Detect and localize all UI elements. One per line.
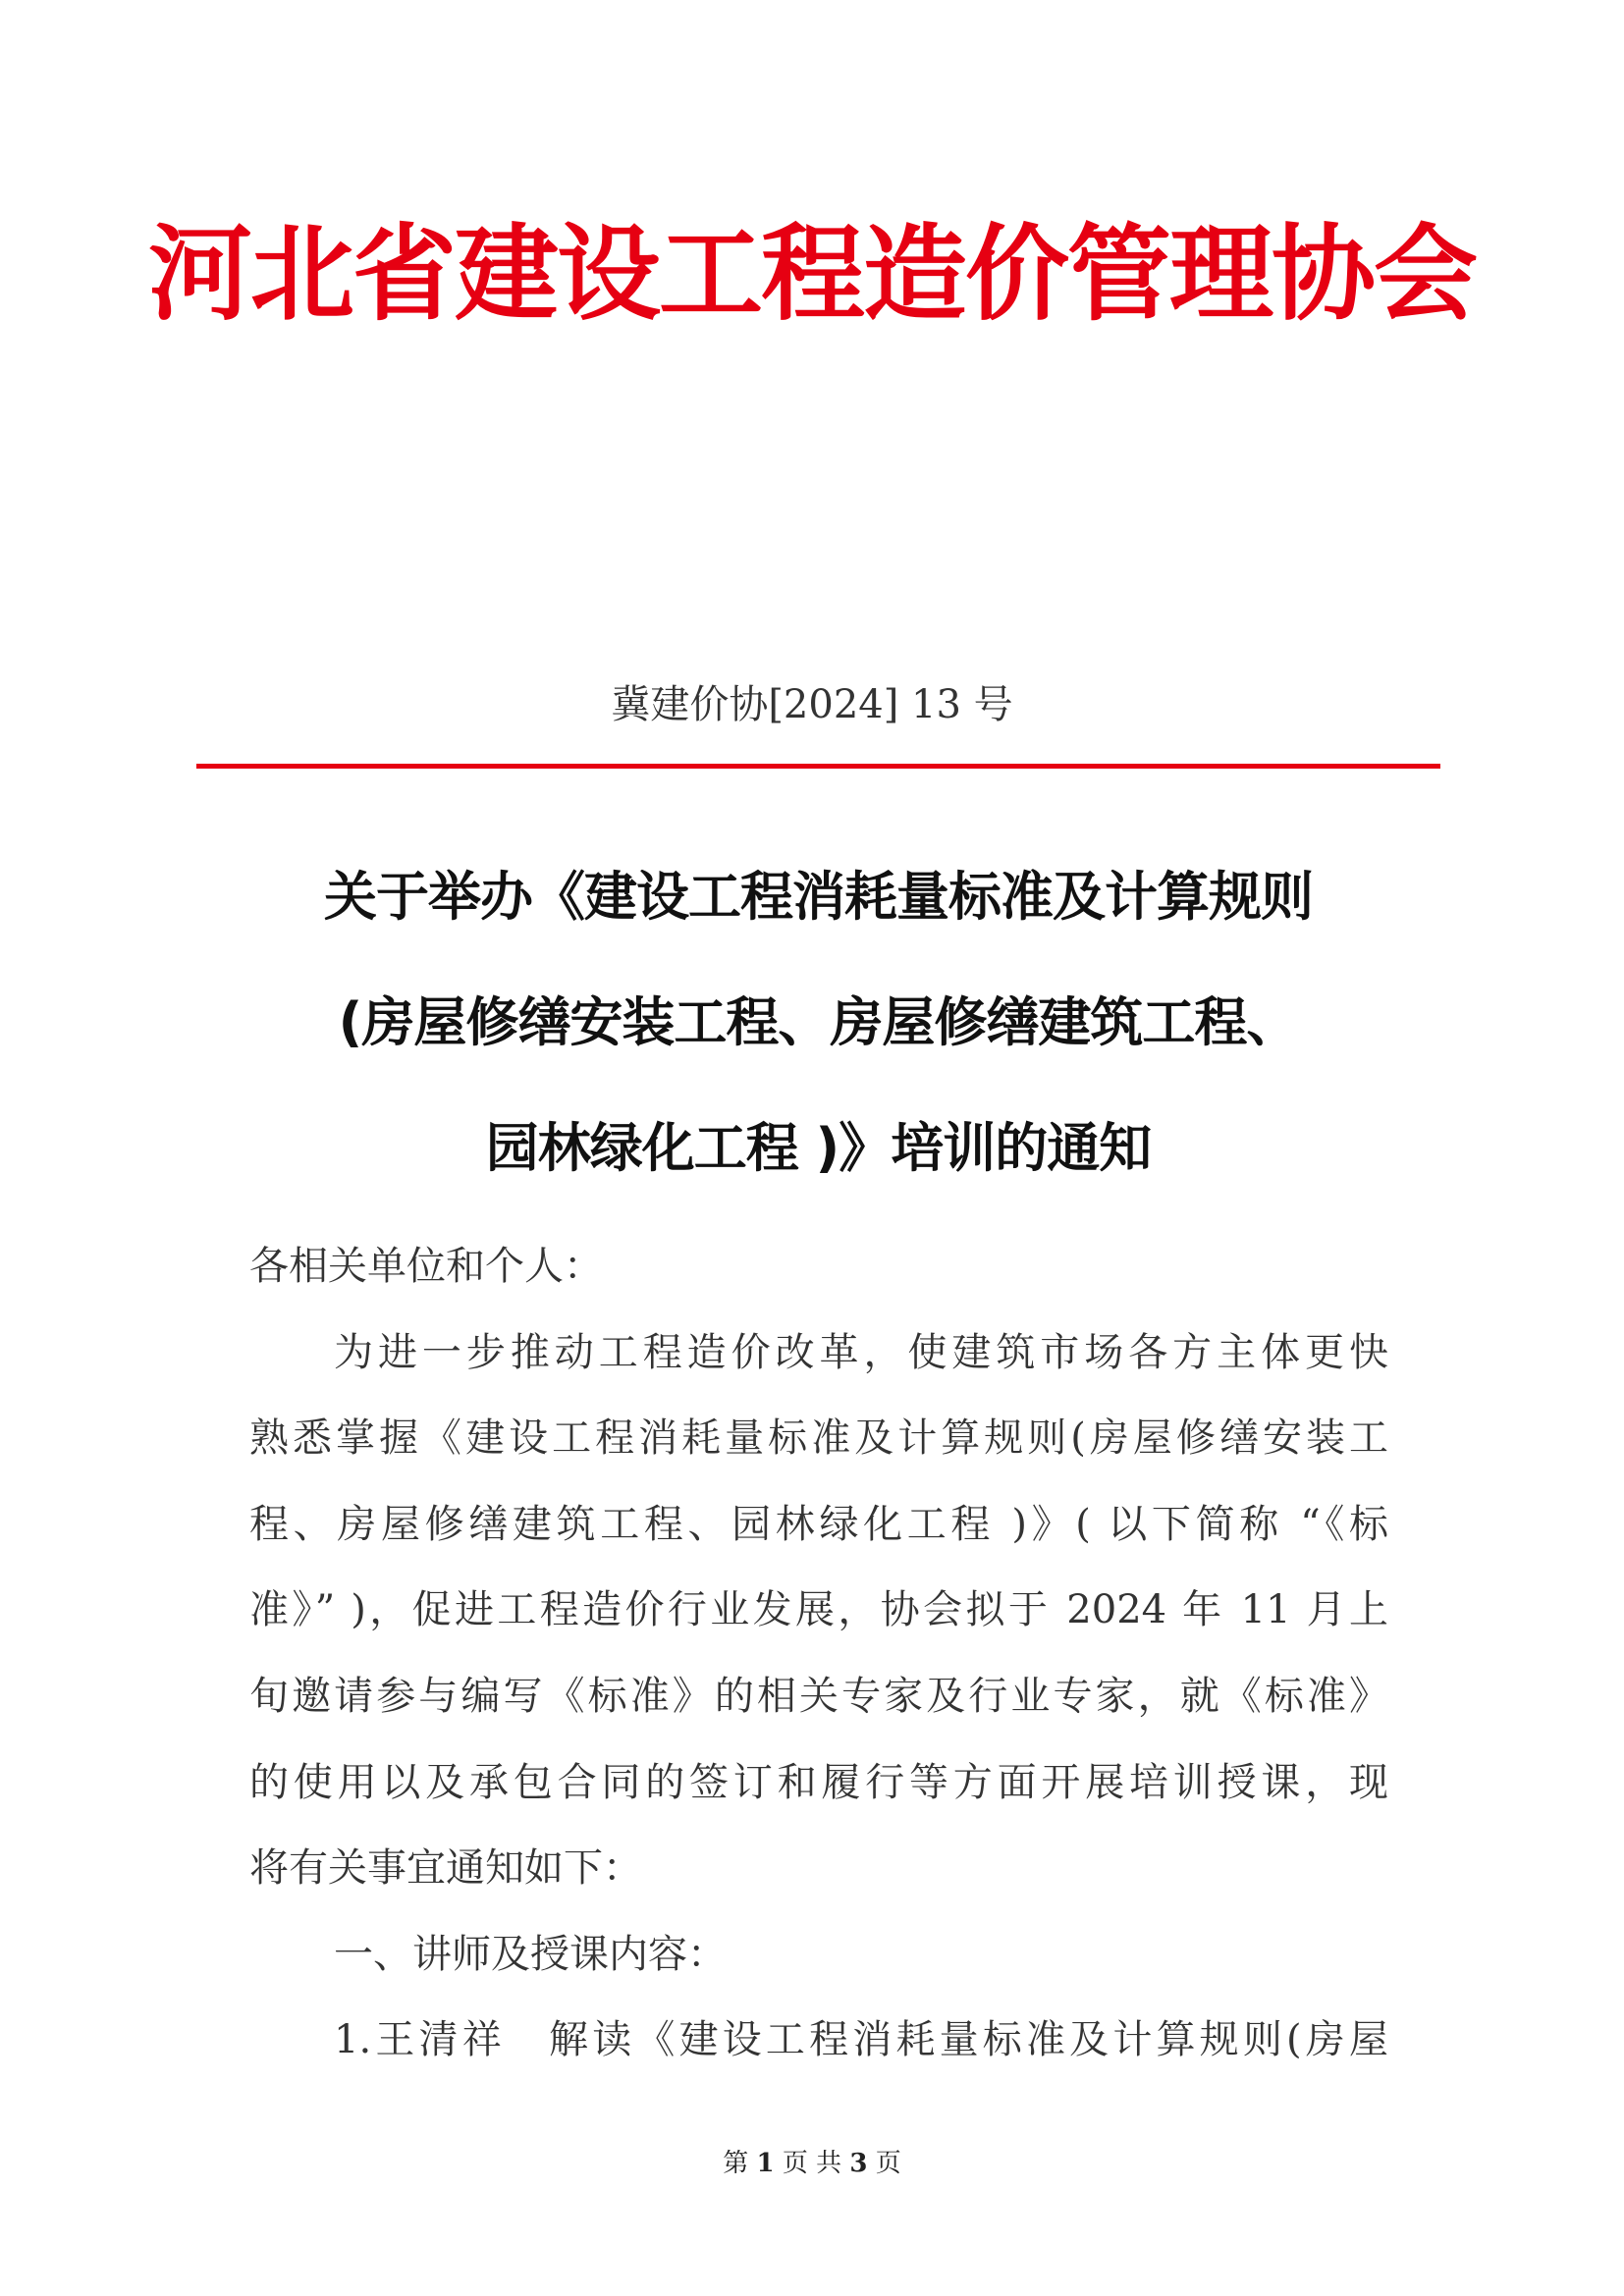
paragraph-line-6: 的使用以及承包合同的签订和履行等方面开展培训授课，现: [249, 1759, 1388, 1805]
paragraph-line-5: 旬邀请参与编写《标准》的相关专家及行业专家，就《标准》: [249, 1673, 1388, 1719]
title-line-1: 关于举办《建设工程消耗量标准及计算规则: [324, 866, 1313, 928]
list-item-1: 1.王清祥 解读《建设工程消耗量标准及计算规则(房屋: [334, 2017, 1388, 2063]
paragraph-line-3: 程、房屋修缮建筑工程、园林绿化工程 )》( 以下简称 “《标: [249, 1501, 1388, 1547]
section-heading: 一、讲师及授课内容：: [334, 1931, 727, 1977]
notice-body: [249, 1235, 1388, 2095]
salutation: 各相关单位和个人：: [249, 1244, 603, 1289]
paragraph-line-1: 为进一步推动工程造价改革，使建筑市场各方主体更快: [334, 1329, 1388, 1375]
paragraph-line-2: 熟悉掌握《建设工程消耗量标准及计算规则(房屋修缮安装工: [249, 1415, 1388, 1462]
paragraph-line-4: 准》” )，促进工程造价行业发展，协会拟于 2024 年 11 月上: [249, 1587, 1388, 1633]
title-line-2: (房屋修缮安装工程、房屋修缮建筑工程、: [338, 991, 1299, 1053]
total-page-count: 3: [849, 2149, 868, 2178]
title-line-3: 园林绿化工程 )》培训的通知: [485, 1117, 1152, 1179]
current-page-number: 1: [756, 2149, 775, 2178]
notice-title: [196, 856, 1440, 1233]
footer-suffix: 页: [875, 2149, 901, 2178]
page-footer: [0, 2143, 1624, 2179]
document-number: 冀建价协[2024] 13 号: [611, 682, 1013, 727]
footer-middle: 页 共: [782, 2149, 842, 2178]
red-divider-line: [196, 764, 1440, 769]
footer-prefix: 第: [723, 2149, 749, 2178]
paragraph-line-7: 将有关事宜通知如下：: [249, 1845, 642, 1892]
organization-masthead: 河北省建设工程造价管理协会: [148, 212, 1476, 335]
